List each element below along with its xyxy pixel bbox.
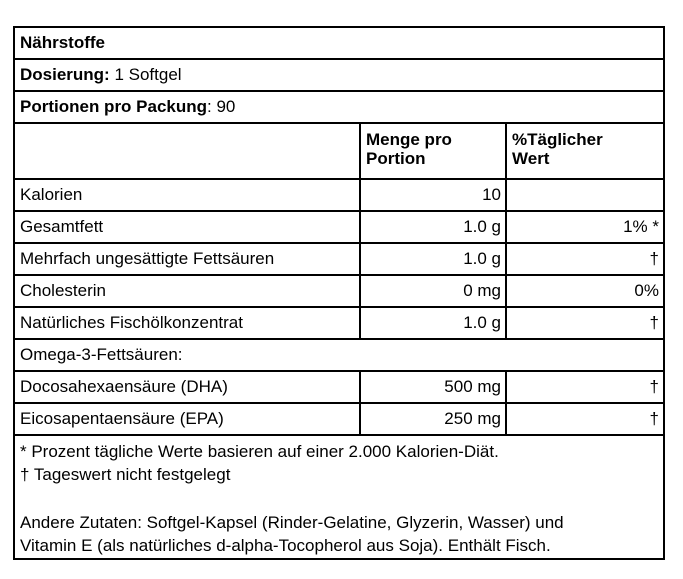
ingredients-line-2: Vitamin E (als natürliches d-alpha-Tocopherol aus Soja). Enthält Fisch. [20, 536, 551, 555]
nutrient-amount: 250 mg [444, 409, 501, 428]
servings-value: : 90 [207, 97, 236, 116]
servings-label: Portionen pro Packung [20, 97, 208, 116]
nutrient-daily-value: † [649, 377, 659, 396]
omega-section-header [15, 340, 663, 372]
nutrition-facts-panel [13, 26, 665, 560]
column-header-nutrient [15, 124, 361, 178]
nutrient-name: Gesamtfett [20, 217, 104, 236]
nutrient-name: Mehrfach ungesättigte Fettsäuren [20, 249, 275, 268]
nutrient-daily-value: 0% [634, 281, 659, 300]
nutrient-daily-value: † [649, 409, 659, 428]
servings-row [15, 92, 663, 124]
nutrient-amount: 10 [482, 185, 501, 204]
column-header-daily-value: %Täglicher Wert [512, 130, 603, 168]
nutrient-daily-value: 1% * [623, 217, 659, 236]
nutrient-name: Natürliches Fischölkonzentrat [20, 313, 243, 332]
footnote-percent: * Prozent tägliche Werte basieren auf einer 2.000 Kalorien-Diät. [20, 442, 499, 461]
footnote-dagger: † Tageswert nicht festgelegt [20, 465, 231, 484]
column-header-row [15, 124, 663, 180]
table-row [15, 212, 663, 244]
table-row [15, 276, 663, 308]
nutrient-name: Docosahexaensäure (DHA) [20, 377, 228, 396]
nutrient-daily-value: † [649, 313, 659, 332]
table-row [15, 404, 663, 436]
dosage-label: Dosierung: [20, 65, 110, 84]
nutrient-amount: 0 mg [463, 281, 501, 300]
dosage-row [15, 60, 663, 92]
ingredients-line-1: Andere Zutaten: Softgel-Kapsel (Rinder-Gelatine, Glyzerin, Wasser) und [20, 513, 564, 532]
table-row [15, 308, 663, 340]
column-header-amount: Menge pro Portion [361, 124, 507, 178]
nutrient-name: Cholesterin [20, 281, 106, 300]
nutrient-amount: 500 mg [444, 377, 501, 396]
nutrient-amount: 1.0 g [463, 217, 501, 236]
dosage-value: 1 Softgel [109, 65, 182, 84]
title-row [15, 28, 663, 60]
panel-title: Nährstoffe [20, 33, 106, 52]
table-row [15, 372, 663, 404]
nutrient-amount: 1.0 g [463, 313, 501, 332]
omega-header-label: Omega-3-Fettsäuren: [20, 345, 183, 364]
nutrient-name: Eicosapentaensäure (EPA) [20, 409, 224, 428]
table-row [15, 244, 663, 276]
nutrient-amount: 1.0 g [463, 249, 501, 268]
nutrient-daily-value: † [649, 249, 659, 268]
nutrient-name: Kalorien [20, 185, 83, 204]
table-row [15, 180, 663, 212]
